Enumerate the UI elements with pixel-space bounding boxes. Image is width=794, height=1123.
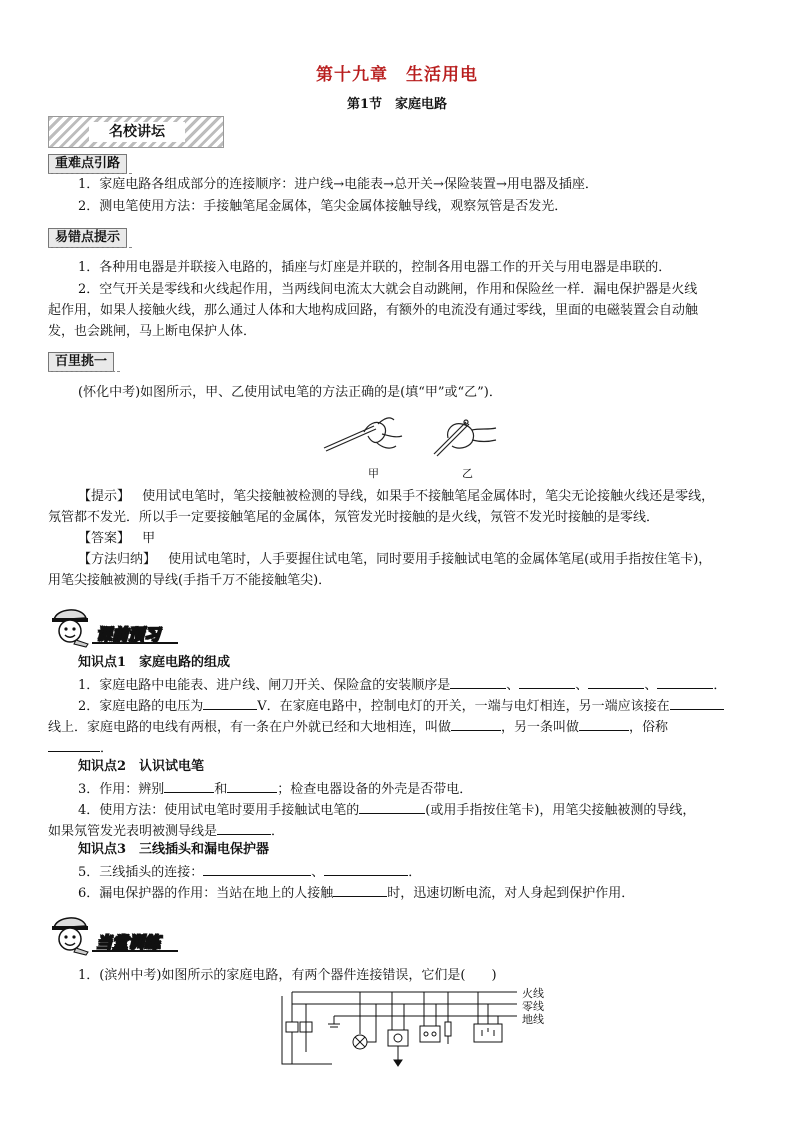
class-training-banner xyxy=(48,912,178,956)
divider xyxy=(48,173,132,174)
answer-blank[interactable] xyxy=(588,674,644,689)
divider xyxy=(48,371,120,372)
answer-blank[interactable] xyxy=(164,778,214,793)
key-points-tag: 重难点引路 xyxy=(48,154,127,174)
banner-underline xyxy=(92,950,178,952)
question-2-text-d: ，另一条叫做 xyxy=(501,720,580,735)
answer-blank[interactable] xyxy=(203,861,311,876)
question-2-line-3: ． xyxy=(48,737,754,759)
question-2-line-2 xyxy=(48,716,754,738)
answer-blank[interactable] xyxy=(451,716,501,731)
section-title: 第1节 家庭电路 xyxy=(346,97,448,112)
answer-blank[interactable] xyxy=(579,716,629,731)
hint-text-1: 使用试电笔时，笔尖接触被检测的导线，如果手不接触笔尾金属体时，笔尖无论接触火线还是零线， xyxy=(142,489,715,504)
training-question-1: 1．(滨州中考)如图所示的家庭电路，有两个器件连接错误，它们是( ) xyxy=(78,968,497,983)
example-tag: 百里挑一 xyxy=(48,352,114,372)
mascot-icon xyxy=(48,912,92,956)
question-4-text-a: 4．使用方法：使用试电笔时要用手接触试电笔的 xyxy=(78,803,360,818)
answer-text: 甲 xyxy=(142,531,156,546)
test-pen-figure xyxy=(316,410,516,470)
mistake-line-2: 2．空气开关是零线和火线起作用，当两线间电流太大就会自动跳闸，作用和保险丝一样．漏电保护器是火线 xyxy=(78,282,698,297)
knowledge-point-3-title: 知识点3 三线插头和漏电保护器 xyxy=(78,842,270,857)
question-3-text-a: 3．作用：辨别 xyxy=(78,782,165,797)
neutral-wire-label: 零线 xyxy=(522,1000,544,1013)
mistake-line-1: 1．各种用电器是并联接入电路的，插座与灯座是并联的，控制各用电器工作的开关与用电器是串联的． xyxy=(78,260,672,275)
hint-label: 【提示】 xyxy=(78,489,131,504)
question-4-line-1 xyxy=(78,799,754,821)
question-3 xyxy=(78,778,754,800)
preview-banner-title: 课前预习 xyxy=(96,625,161,644)
two-pin-socket-icon xyxy=(420,1026,440,1042)
answer-blank[interactable] xyxy=(333,882,387,897)
question-3-text-c: ；检查电器设备的外壳是否带电． xyxy=(277,782,473,797)
question-6 xyxy=(78,882,754,904)
answer-blank[interactable] xyxy=(519,674,575,689)
answer-blank[interactable] xyxy=(203,695,257,710)
question-2-text-e: ，俗称 xyxy=(629,720,669,735)
answer-line xyxy=(78,529,754,549)
hint-line-1 xyxy=(78,487,754,507)
mistake-line-4: 发，也会跳闸，马上断电保护人体． xyxy=(48,324,257,339)
method-label: 【方法归纳】 xyxy=(78,552,157,567)
question-4-text-c: 如果氖管发光表明被测导线是 xyxy=(48,824,218,839)
household-circuit-figure xyxy=(272,982,562,1072)
hint-line-2: 氖管都不发光．所以手一定要接触笔尾的金属体，氖管发光时接触的是火线，氖管不发光时接触的是零线． xyxy=(48,510,660,525)
socket-icon xyxy=(388,1030,408,1046)
banner-label: 名校讲坛 xyxy=(89,122,185,142)
question-2-text-a: 2．家庭电路的电压为 xyxy=(78,699,204,714)
question-2-line-1 xyxy=(78,695,754,717)
pen-method-a-illustration xyxy=(324,418,402,451)
question-6-text-a: 6．漏电保护器的作用：当站在地上的人接触 xyxy=(78,886,334,901)
pen-method-b-illustration xyxy=(434,420,496,456)
question-3-text-b: 和 xyxy=(214,782,228,797)
key-point-1: 1．家庭电路各组成部分的连接顺序：进户线→电能表→总开关→保险装置→用电器及插座． xyxy=(78,177,598,192)
answer-label: 【答案】 xyxy=(78,531,131,546)
divider xyxy=(48,247,132,248)
question-1: 1．家庭电路中电能表、进户线、闸刀开关、保险盒的安装顺序是 、 、 、 ． xyxy=(78,674,754,696)
figure-label-a: 甲 xyxy=(368,467,379,480)
answer-blank[interactable] xyxy=(227,778,277,793)
question-2-text-b: V．在家庭电路中，控制电灯的开关，一端与电灯相连，另一端应该接在 xyxy=(257,699,670,714)
banner-underline xyxy=(92,642,178,644)
mascot-icon xyxy=(48,604,92,648)
key-point-2: 2．测电笔使用方法：手接触笔尾金属体，笔尖金属体接触导线，观察氖管是否发光． xyxy=(78,199,568,214)
knowledge-point-1-title: 知识点1 家庭电路的组成 xyxy=(78,655,231,670)
figure-label-b: 乙 xyxy=(462,467,473,480)
section-banner xyxy=(48,116,224,148)
answer-blank[interactable] xyxy=(359,799,425,814)
method-line-1 xyxy=(78,550,754,570)
answer-blank[interactable] xyxy=(48,737,100,752)
answer-blank[interactable] xyxy=(657,674,713,689)
question-5-text: 5．三线插头的连接： xyxy=(78,865,204,880)
mistakes-tag: 易错点提示 xyxy=(48,228,127,248)
ground-wire-label: 地线 xyxy=(522,1013,544,1026)
question-1-text: 1．家庭电路中电能表、进户线、闸刀开关、保险盒的安装顺序是 xyxy=(78,678,451,693)
three-pin-socket-icon xyxy=(474,1024,502,1042)
example-question: (怀化中考)如图所示，甲、乙使用试电笔的方法正确的是(填“甲”或“乙”)． xyxy=(78,385,502,400)
mistake-line-3: 起作用，如果人接触火线，那么通过人体和大地构成回路，有额外的电流没有通过零线，里面的电磁装置会自动触 xyxy=(48,303,699,318)
answer-blank[interactable] xyxy=(324,861,408,876)
fuse-icon xyxy=(445,1022,451,1036)
method-text-1: 使用试电笔时，人手要握住试电笔，同时要用手接触试电笔的金属体笔尾(或用手指按住笔卡)， xyxy=(168,552,712,567)
method-line-2: 用笔尖接触被测的导线(手指千万不能接触笔尖)． xyxy=(48,573,332,588)
knowledge-point-2-title: 知识点2 认识试电笔 xyxy=(78,759,205,774)
answer-blank[interactable] xyxy=(450,674,506,689)
question-2-text-c: 线上．家庭电路的电线有两根，有一条在户外就已经和大地相连，叫做 xyxy=(48,720,452,735)
live-wire-label: 火线 xyxy=(522,987,544,1000)
question-5: 5．三线插头的连接： 、 ． xyxy=(78,861,754,883)
preview-banner xyxy=(48,604,178,648)
chapter-title: 第十九章 生活用电 xyxy=(316,65,478,85)
answer-blank[interactable] xyxy=(670,695,724,710)
question-4-text-b: (或用手指按住笔卡)，用笔尖接触被测的导线， xyxy=(425,803,696,818)
class-training-banner-title: 当堂训练 xyxy=(96,933,161,952)
answer-blank[interactable] xyxy=(217,820,271,835)
question-6-text-b: 时，迅速切断电流，对人身起到保护作用． xyxy=(387,886,635,901)
question-4-line-2: 如果氖管发光表明被测导线是 ． xyxy=(48,820,754,842)
